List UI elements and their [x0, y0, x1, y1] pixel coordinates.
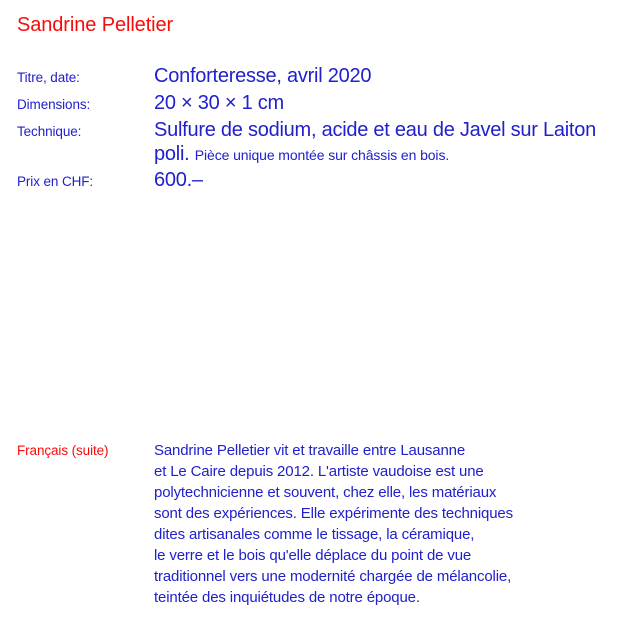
biography-paragraph	[154, 440, 629, 608]
biography-line: sont des expériences. Elle expérimente des techniques	[154, 505, 513, 522]
spec-label-price: Prix en CHF:	[17, 174, 94, 189]
biography-block	[17, 440, 629, 608]
biography-line: le verre et le bois qu'elle déplace du point de vue	[154, 547, 472, 564]
biography-line: Sandrine Pelletier vit et travaille entre Lausanne	[154, 442, 466, 459]
biography-line: dites artisanales comme le tissage, la céramique,	[154, 526, 475, 543]
spec-value-technique	[154, 118, 629, 167]
artist-name-heading: Sandrine Pelletier	[17, 14, 174, 36]
spec-row-title-date	[17, 64, 629, 90]
artwork-spec-table	[17, 64, 629, 194]
biography-line: teintée des inquiétudes de notre époque.	[154, 589, 420, 606]
spec-label-technique: Technique:	[17, 124, 82, 139]
biography-line: traditionnel vers une modernité chargée de mélancolie,	[154, 568, 512, 585]
spec-row-dimensions	[17, 91, 629, 117]
biography-section-label: Français (suite)	[17, 443, 109, 458]
spec-label-title-date: Titre, date:	[17, 70, 80, 85]
technique-main-text: Sulfure de sodium, acide et eau de Javel sur Laiton poli.	[154, 119, 596, 165]
biography-line: et Le Caire depuis 2012. L'artiste vaudoise est une	[154, 463, 484, 480]
spec-value-title-date: Conforteresse, avril 2020	[154, 65, 372, 87]
spec-row-technique	[17, 118, 629, 167]
technique-note-text: Pièce unique montée sur châssis en bois.	[194, 147, 450, 163]
biography-line: polytechnicienne et souvent, chez elle, les matériaux	[154, 484, 497, 501]
spec-row-price	[17, 168, 629, 194]
spec-value-dimensions: 20 × 30 × 1 cm	[154, 92, 284, 114]
spec-label-dimensions: Dimensions:	[17, 97, 91, 112]
spec-value-price: 600.–	[154, 169, 203, 191]
